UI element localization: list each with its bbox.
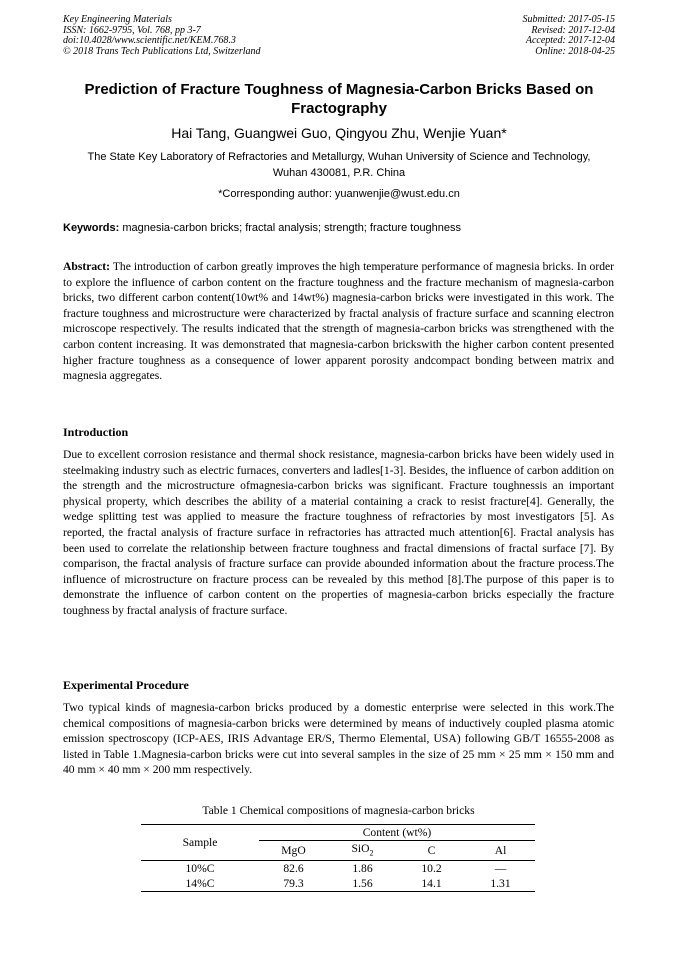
- table-row: [141, 861, 535, 877]
- journal-info: [63, 15, 261, 57]
- introduction-heading: Introduction: [63, 425, 129, 439]
- col-sio2-base: SiO: [351, 842, 370, 855]
- col-sio2: [328, 841, 397, 861]
- publication-dates: [523, 15, 616, 57]
- composition-table: [141, 824, 535, 892]
- issn-line: ISSN: 1662-9795, Vol. 768, pp 3-7: [63, 24, 201, 36]
- col-al: Al: [466, 841, 535, 861]
- doi-line: doi:10.4028/www.scientific.net/KEM.768.3: [63, 35, 236, 47]
- cell-mgo: 79.3: [259, 876, 328, 892]
- sample-header: Sample: [141, 825, 259, 861]
- copyright-line: © 2018 Trans Tech Publications Ltd, Switzerland: [63, 45, 261, 57]
- col-c: C: [397, 841, 466, 861]
- corresponding-author: *Corresponding author: yuanwenjie@wust.edu.cn: [218, 188, 460, 200]
- table-caption: Table 1 Chemical compositions of magnesia-carbon bricks: [202, 804, 475, 817]
- cell-sio2: 1.86: [352, 862, 373, 876]
- keywords-text: magnesia-carbon bricks; fractal analysis; strength; fracture toughness: [122, 222, 462, 234]
- abstract-label: Abstract:: [63, 260, 111, 273]
- abstract: [63, 259, 614, 384]
- keywords-label: Keywords:: [63, 222, 120, 234]
- content-header: Content (wt%): [259, 825, 535, 841]
- cell-sio2: 1.56: [328, 876, 397, 892]
- revised-date: Revised: 2017-12-04: [531, 24, 615, 36]
- col-mgo: MgO: [259, 841, 328, 861]
- cell-c: 10.2: [421, 862, 442, 876]
- author-list: Hai Tang, Guangwei Guo, Qingyou Zhu, Wenjie Yuan*: [171, 125, 507, 141]
- keywords: [63, 221, 623, 235]
- table-header-row: [141, 825, 535, 841]
- accepted-date: Accepted: 2017-12-04: [525, 35, 615, 47]
- affiliation: The State Key Laboratory of Refractories and Metallurgy, Wuhan University of Science and Technology, Wuhan 430081, P.R. China: [87, 151, 591, 179]
- journal-name: Key Engineering Materials: [63, 14, 172, 25]
- table-row: [141, 876, 535, 892]
- introduction-text: Due to excellent corrosion resistance and thermal shock resistance, magnesia-carbon bricks have been widely used in steelmaking industry such as electric furnaces, converters and ladles[1-3]. Besides, the influence of carbon addition on the strength and the microstructure ofmagnesia-carbon bricks was significant. Fracture toughnessis an important physical property, which describes the ability of a material containing a crack to resist fracture[4]. Generally, the wedge splitting test was applied to measure the fracture toughness of refractories by most investigators [5]. As reported, the fractal analysis of fracture surface in refractories has attracted much attention[6]. Fractal analysis has been used to correlate the relationship between fracture toughness and fractal dimensions of fractal surface [7]. By comparison, the fractal analysis of fracture surface can provide abounded information about the fracture process.The influence of microstructure on fracture process can be revealed by this method [8].The purpose of this paper is to demonstrate the influence of carbon content on the properties of magnesia-carbon bricks especially the fracture toughness by fractal analysis of fracture surface.: [63, 448, 614, 617]
- col-sio2-sub: 2: [369, 848, 374, 858]
- cell-al: 1.31: [466, 876, 535, 892]
- abstract-text: The introduction of carbon greatly improves the high temperature performance of magnesia bricks. In order to explore the influence of carbon content on the fracture toughness and the fracture mechanism of magnesia-carbon bricks, two different carbon content(10wt% and 14wt%) magnesia-carbon bricks were investigated in this work. The fracture toughness and microstructure were characterized by fractal analysis of fracture surface and scanning electron microscope respectively. The results indicated that the strength of magnesia-carbon bricks was strengthened with the carbon content increasing. It was demonstrated that magnesia-carbon brickswith the higher carbon content presented higher fracture toughness as a consequence of lower apparent porosity andcompact bonding between matrix and magnesia aggregates.: [63, 260, 614, 383]
- cell-sample: 10%C: [185, 862, 215, 876]
- online-date: Online: 2018-04-25: [535, 45, 615, 57]
- cell-mgo: 82.6: [283, 862, 304, 876]
- paper-title: Prediction of Fracture Toughness of Magnesia-Carbon Bricks Based on Fractography: [84, 81, 594, 117]
- cell-al: —: [494, 862, 507, 876]
- submitted-date: Submitted: 2017-05-15: [522, 14, 615, 25]
- experimental-heading: Experimental Procedure: [63, 678, 189, 692]
- experimental-text: Two typical kinds of magnesia-carbon bricks produced by a domestic enterprise were selected in this work.The chemical compositions of magnesia-carbon bricks were determined by means of inductively coupled plasma atomic emission spectroscopy (ICP-AES, IRIS Advantage ER/S, Thermo Elemental, USA) following GB/T 16555-2008 as listed in Table 1.Magnesia-carbon bricks were cut into several samples in the size of 25 mm × 25 mm × 150 mm and 40 mm × 40 mm × 200 mm respectively.: [63, 701, 614, 777]
- cell-c: 14.1: [397, 876, 466, 892]
- cell-sample: 14%C: [141, 876, 259, 892]
